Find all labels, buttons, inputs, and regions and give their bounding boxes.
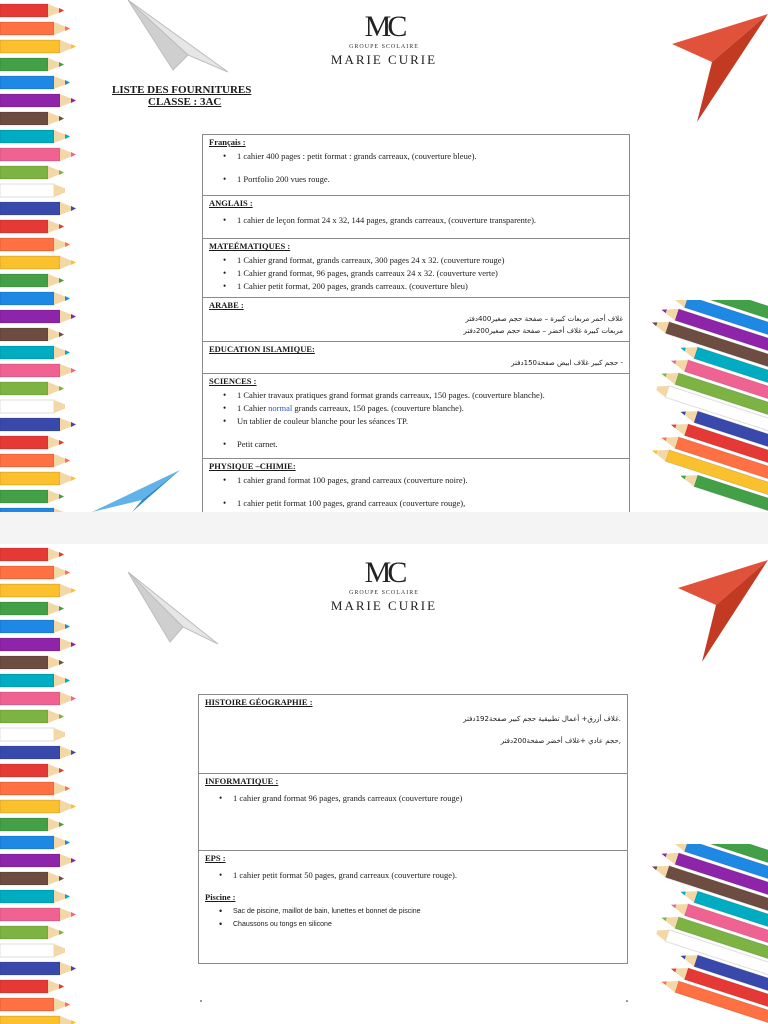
pencil-icon xyxy=(0,238,70,251)
pencil-icon xyxy=(0,292,70,305)
corner-mark xyxy=(200,1000,202,1002)
logo-group-label: GROUPE SCOLAIRE xyxy=(349,44,419,50)
item-text: grands carreaux, 150 pages. (couverture blanche). xyxy=(292,403,464,413)
section-francais xyxy=(203,135,630,196)
pencil-icon xyxy=(0,836,70,849)
pencil-icon xyxy=(0,382,64,395)
section-title: ANGLAIS : xyxy=(209,198,253,208)
list-item xyxy=(209,402,623,415)
section-islamique xyxy=(203,342,630,374)
pencil-icon xyxy=(0,346,70,359)
pencil-icon xyxy=(0,454,70,467)
pencil-icon xyxy=(0,112,64,125)
section-title: HISTOIRE GÉOGRAPHIE : xyxy=(205,697,313,707)
pencil-icon xyxy=(0,256,76,269)
section-title: SCIENCES : xyxy=(209,376,257,386)
arabic-line: ,حجم عادي +غلاف أخضر صفحة200دفتر xyxy=(500,737,621,745)
pencil-icon xyxy=(0,274,64,287)
pencil-icon xyxy=(0,998,70,1011)
section-title: ARABE : xyxy=(209,300,244,310)
pencil-icon xyxy=(0,800,76,813)
section-maths xyxy=(203,239,630,298)
list-item: • 1 cahier de leçon format 24 x 32, 144 pages, grands carreaux, (couverture transparente). xyxy=(209,214,623,227)
section-title: EDUCATION ISLAMIQUE: xyxy=(209,344,315,354)
list-item: • 1 cahier petit format 100 pages, grand carreaux (couverture rouge), xyxy=(209,497,623,510)
pencils-left-decoration xyxy=(0,544,78,1024)
logo-school-name: MARIE CURIE xyxy=(330,598,438,613)
pencil-icon xyxy=(0,782,70,795)
pencil-icon xyxy=(0,818,64,831)
section-sciences xyxy=(203,374,630,459)
pencil-icon xyxy=(0,854,76,867)
list-item: • Sac de piscine, maillot de bain, lunettes et bonnet de piscine xyxy=(205,905,621,918)
pencil-icon xyxy=(0,746,76,759)
pencil-icon xyxy=(0,710,64,723)
item-text-highlight: normal xyxy=(268,403,293,413)
list-item: • 1 Cahier petit format, 200 pages, grands carreaux. (couverture bleu) xyxy=(209,280,623,293)
pencil-icon xyxy=(0,620,70,633)
piscine-title: Piscine : xyxy=(205,892,236,902)
pencil-icon xyxy=(0,166,64,179)
pencil-icon xyxy=(0,674,70,687)
arabic-line: - حجم كبير غلاف ابيض صفحة150دفتر xyxy=(511,359,623,367)
pencil-icon xyxy=(0,656,64,669)
pencil-icon xyxy=(0,94,76,107)
pencils-left-decoration xyxy=(0,0,78,512)
pencil-icon xyxy=(0,490,64,503)
list-item: • Un tablier de couleur blanche pour les séances TP. xyxy=(209,415,623,428)
pencil-icon xyxy=(0,962,76,975)
pencil-icon xyxy=(0,400,70,413)
logo-school-name: MARIE CURIE xyxy=(330,52,438,67)
list-item: • 1 Portfolio 200 vues rouge. xyxy=(209,173,623,186)
list-item: • 1 cahier grand format 96 pages, grands carreaux (couverture rouge) xyxy=(205,792,621,805)
pencil-icon xyxy=(0,908,76,921)
pencil-icon xyxy=(0,980,64,993)
section-physique xyxy=(203,459,630,513)
logo-monogram: MC xyxy=(364,10,404,43)
section-title: MATEÉMATIQUES : xyxy=(209,241,291,251)
pencil-icon xyxy=(0,692,76,705)
school-logo xyxy=(0,12,768,68)
page-gap xyxy=(0,512,768,544)
list-item: • 1 Cahier grand format, 96 pages, grands carreaux 24 x 32. (couverture verte) xyxy=(209,267,623,280)
section-title: PHYSIQUE –CHIMIE: xyxy=(209,461,296,471)
pencil-icon xyxy=(0,638,76,651)
section-anglais xyxy=(203,196,630,239)
list-item: • Petit carnet. xyxy=(209,438,623,451)
list-title: LISTE DES FOURNITURES xyxy=(112,84,252,96)
pencils-right-decoration xyxy=(638,300,768,512)
supplies-table-2 xyxy=(198,694,628,964)
arabic-line: مربعات كبيرة غلاف أخضر – صفحة حجم صغير200دفتر xyxy=(463,327,623,335)
class-title: CLASSE : 3AC xyxy=(148,96,222,108)
list-item: • 1 cahier petit format 50 pages, grand carreaux (couverture rouge). xyxy=(205,869,621,882)
pencil-icon xyxy=(0,728,70,741)
arabic-line: .غلاف أزرق+ أعمال تطبيقية حجم كبير صفحة192دفتر xyxy=(463,715,621,723)
arabic-line: غلاف أحمر مربعات كبيرة – صفحة حجم صغير400دفتر xyxy=(465,315,623,323)
pencil-icon xyxy=(0,202,76,215)
pencil-icon xyxy=(0,472,76,485)
pencil-icon xyxy=(0,130,70,143)
page-2 xyxy=(0,544,768,1024)
pencil-icon xyxy=(0,328,64,341)
pencil-icon xyxy=(0,944,70,957)
list-item: • 1 cahier 400 pages : petit format : grands carreaux, (couverture bleue). xyxy=(209,150,623,163)
pencil-icon xyxy=(0,1016,76,1024)
section-histoire xyxy=(199,695,628,774)
list-item: • Chaussons ou tongs en silicone xyxy=(205,918,621,931)
pencil-icon xyxy=(0,220,64,233)
pencil-icon xyxy=(0,890,70,903)
item-text: 1 Cahier xyxy=(237,403,269,413)
corner-mark xyxy=(626,1000,628,1002)
pencil-icon xyxy=(0,418,76,431)
pencil-icon xyxy=(0,148,76,161)
pencil-icon xyxy=(0,926,64,939)
pencil-icon xyxy=(0,184,70,197)
section-title: INFORMATIQUE : xyxy=(205,776,279,786)
list-item: • 1 Cahier grand format, grands carreaux, 300 pages 24 x 32. (couverture rouge) xyxy=(209,254,623,267)
pencil-icon xyxy=(0,764,64,777)
section-eps xyxy=(199,851,628,964)
logo-group-label: GROUPE SCOLAIRE xyxy=(349,590,419,596)
supplies-table-1 xyxy=(202,134,630,512)
pencil-icon xyxy=(0,436,64,449)
pencils-right-decoration xyxy=(638,844,768,1024)
paper-plane-blue-icon xyxy=(92,470,182,512)
list-item: • 1 Cahier travaux pratiques grand format grands carreaux, 150 pages. (couverture blanche). xyxy=(209,389,623,402)
section-title: Français : xyxy=(209,137,246,147)
section-title: EPS : xyxy=(205,853,226,863)
pencil-icon xyxy=(0,364,76,377)
pencil-icon xyxy=(0,310,76,323)
pencil-icon xyxy=(0,76,70,89)
logo-monogram: MC xyxy=(364,556,404,589)
pencil-icon xyxy=(0,872,64,885)
school-logo xyxy=(0,558,768,614)
section-informatique xyxy=(199,774,628,851)
section-arabe xyxy=(203,298,630,342)
list-item: • 1 cahier grand format 100 pages, grand carreaux (couverture noire). xyxy=(209,474,623,487)
